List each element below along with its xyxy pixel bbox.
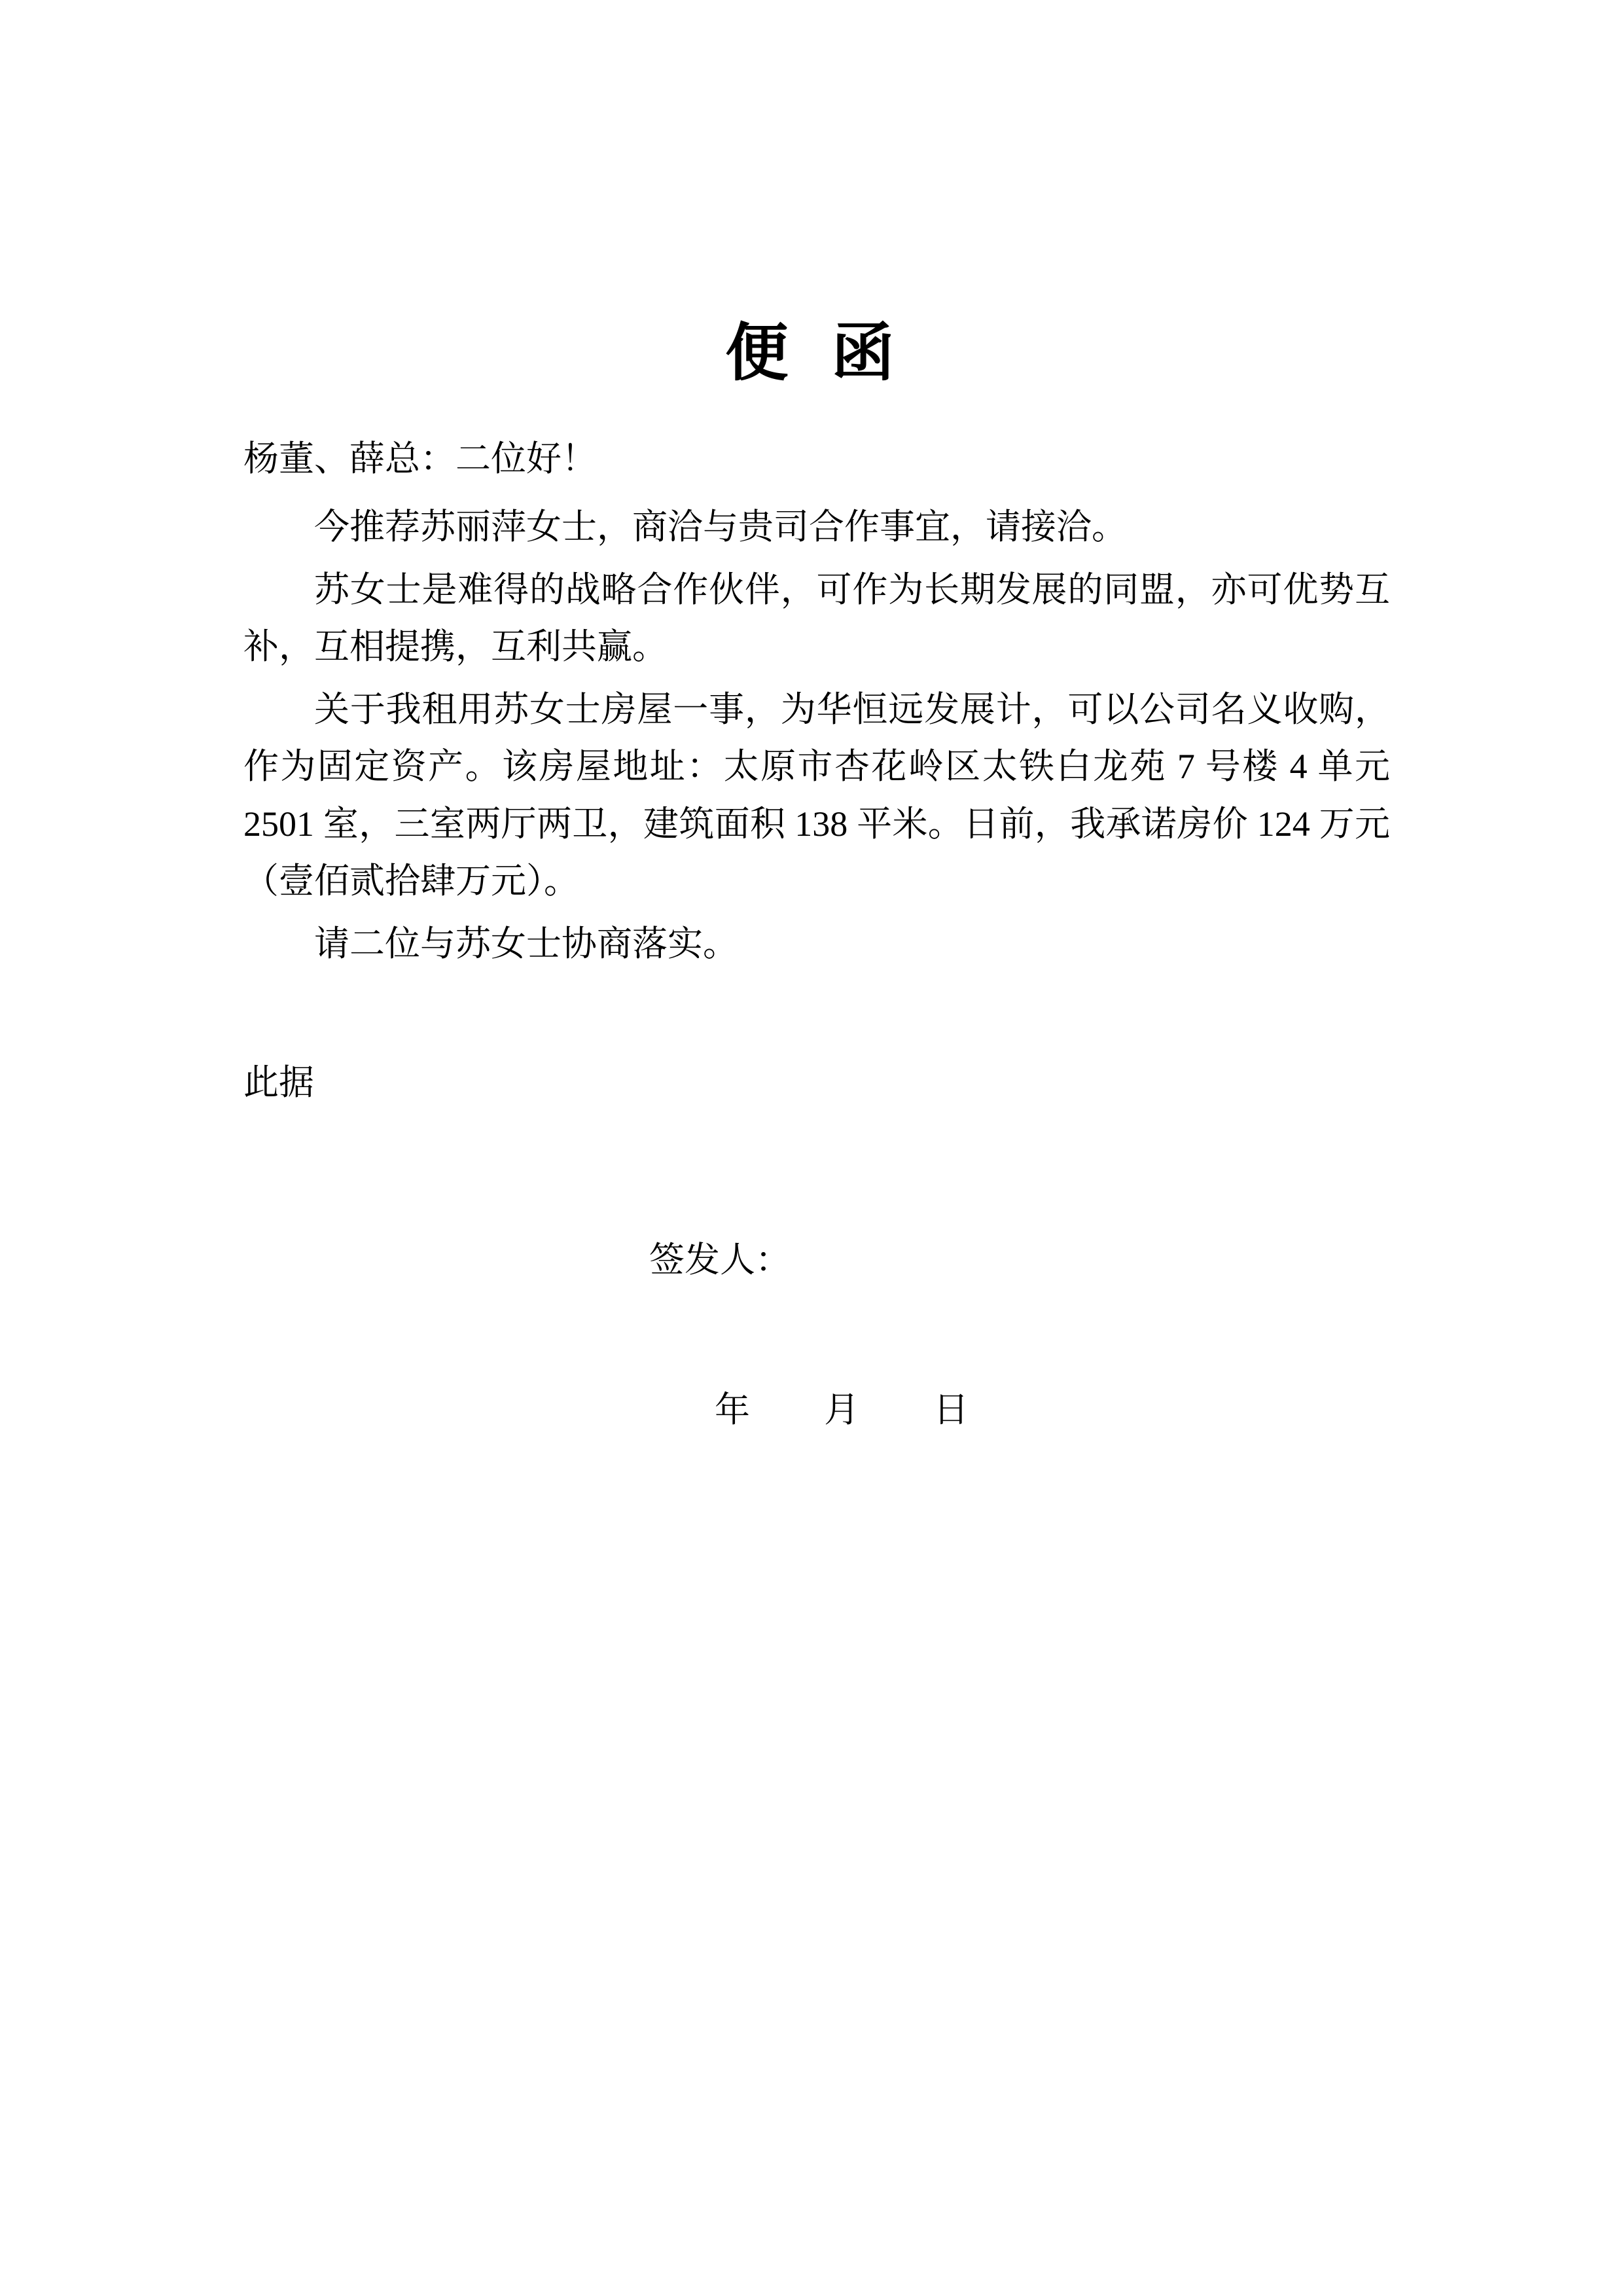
paragraph-2: 苏女士是难得的战略合作伙伴，可作为长期发展的同盟，亦可优势互补，互相提携，互利共赢。 — [243, 569, 1390, 667]
paragraph-4: 请二位与苏女士协商落实。 — [314, 924, 738, 963]
paragraph-1: 今推荐苏丽萍女士，商洽与贵司合作事宜，请接洽。 — [314, 507, 1127, 547]
paragraph-3: 关于我租用苏女士房屋一事，为华恒远发展计，可以公司名义收购，作为固定资产。该房屋地址：太原市杏花岭区太铁白龙苑 7 号楼 4 单元 2501 室，三室两厅两卫，建筑面积 138 平米。日前，我承诺房价 124 万元（壹佰贰拾肆万元）。 — [243, 689, 1390, 901]
date-day-label: 日 — [933, 1390, 971, 1430]
page-title: 便 函 — [725, 318, 908, 388]
date-line — [243, 1384, 1390, 1437]
date-month-label: 月 — [824, 1390, 861, 1430]
salutation-line: 杨董、薛总：二位好！ — [243, 439, 597, 478]
signer-label: 签发人： — [649, 1240, 791, 1280]
date-year-label: 年 — [715, 1390, 752, 1430]
document-body — [243, 314, 1390, 1437]
closing-note: 此据 — [243, 1063, 314, 1103]
